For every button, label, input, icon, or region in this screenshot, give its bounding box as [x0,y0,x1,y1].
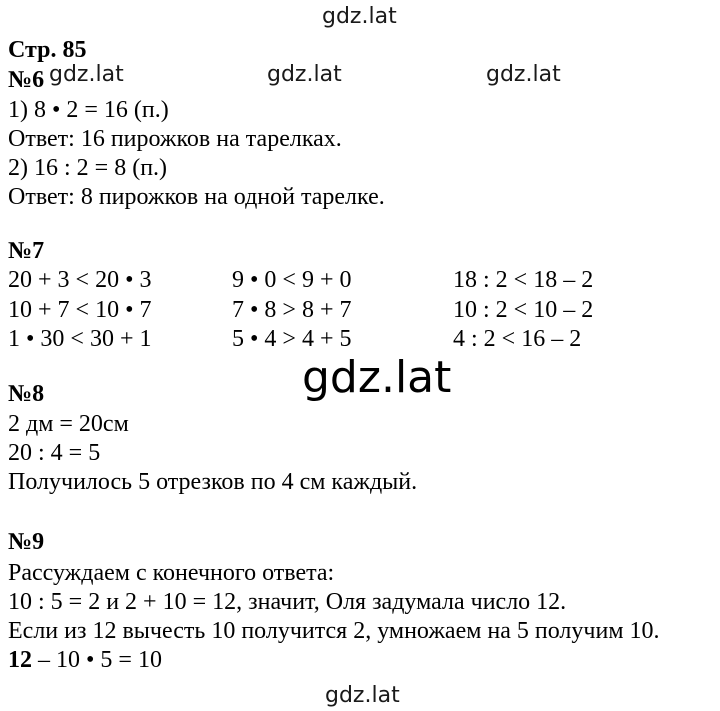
watermark-row-center: gdz.lat [267,62,342,87]
page-header: Стр. 85 [8,37,87,63]
watermark-top: gdz.lat [322,4,397,29]
task7-r1-c1: 20 + 3 < 20 • 3 [8,267,152,293]
task7-r1-c2: 9 • 0 < 9 + 0 [232,267,352,293]
task7-r2-c3: 10 : 2 < 10 – 2 [453,297,594,323]
task9-line-1: Рассуждаем с конечного ответа: [8,560,335,586]
task9-title: №9 [8,529,45,555]
task6-line-1: 1) 8 • 2 = 16 (п.) [8,97,169,123]
task6-title: №6 [8,67,45,93]
task9-line-2: 10 : 5 = 2 и 2 + 10 = 12, значит, Оля задумала число 12. [8,589,567,615]
task8-line-2: 20 : 4 = 5 [8,440,101,466]
watermark-row-right: gdz.lat [486,62,561,87]
watermark-row-left: gdz.lat [49,62,124,87]
watermark-bottom: gdz.lat [325,683,400,708]
task7-r2-c1: 10 + 7 < 10 • 7 [8,297,152,323]
task7-r3-c1: 1 • 30 < 30 + 1 [8,326,152,352]
task8-line-1: 2 дм = 20см [8,411,129,437]
task6-line-4: Ответ: 8 пирожков на одной тарелке. [8,184,385,210]
task8-title: №8 [8,381,45,407]
task9-line-3: Если из 12 вычесть 10 получится 2, умножаем на 5 получим 10. [8,618,660,644]
task7-r3-c3: 4 : 2 < 16 – 2 [453,326,582,352]
task9-final-equation [8,648,162,672]
task8-line-3: Получилось 5 отрезков по 4 см каждый. [8,469,418,495]
task9-final-bold: 12 [8,647,32,673]
task7-r3-c2: 5 • 4 > 4 + 5 [232,326,352,352]
task6-line-3: 2) 16 : 2 = 8 (п.) [8,155,168,181]
task7-r1-c3: 18 : 2 < 18 – 2 [453,267,594,293]
task7-r2-c2: 7 • 8 > 8 + 7 [232,297,352,323]
watermark-large: gdz.lat [302,352,452,403]
task6-line-2: Ответ: 16 пирожков на тарелках. [8,126,342,152]
task9-final-rest: – 10 • 5 = 10 [32,647,162,673]
task7-title: №7 [8,238,45,264]
